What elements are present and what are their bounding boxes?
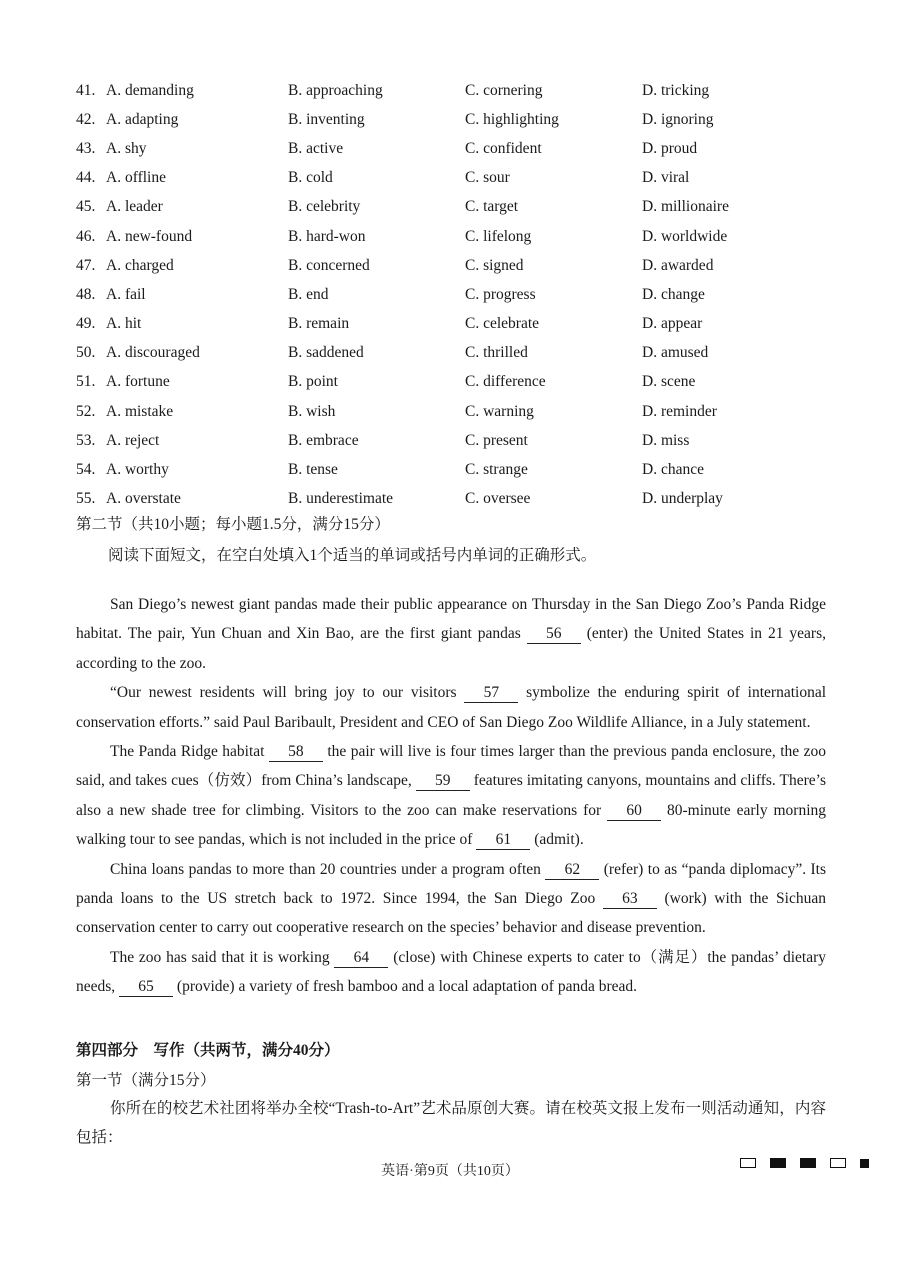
- option-text: B. concerned: [288, 256, 370, 274]
- question-number: 53.: [76, 431, 96, 449]
- scan-marks: [740, 1158, 869, 1168]
- option-c[interactable]: [465, 82, 642, 100]
- option-text: A. leader: [106, 198, 163, 216]
- solid-mark-icon: [770, 1158, 786, 1168]
- option-row: [76, 485, 836, 514]
- option-a[interactable]: [76, 111, 288, 129]
- option-d[interactable]: [642, 373, 832, 391]
- option-b[interactable]: [288, 198, 465, 216]
- option-a[interactable]: [76, 257, 288, 275]
- option-text: D. appear: [642, 315, 703, 333]
- blank-59[interactable]: 59: [416, 772, 470, 791]
- option-text: A. overstate: [106, 490, 181, 508]
- options-list: [76, 76, 836, 514]
- blank-58[interactable]: 58: [269, 743, 323, 762]
- option-d[interactable]: [642, 140, 832, 158]
- option-b[interactable]: [288, 169, 465, 187]
- option-text: C. strange: [465, 461, 528, 479]
- blank-60[interactable]: 60: [607, 802, 661, 821]
- option-text: B. remain: [288, 315, 350, 333]
- option-b[interactable]: [288, 344, 465, 362]
- option-d[interactable]: [642, 257, 832, 275]
- option-text: D. viral: [642, 169, 690, 187]
- option-row: [76, 339, 836, 368]
- option-b[interactable]: [288, 461, 465, 479]
- option-text: B. celebrity: [288, 198, 361, 216]
- part-4-heading: 第四部分 写作（共两节，满分40分）: [76, 1042, 340, 1059]
- option-text: B. wish: [288, 402, 336, 420]
- option-text: D. tricking: [642, 81, 710, 99]
- option-c[interactable]: [465, 228, 642, 246]
- question-number: 44.: [76, 169, 96, 187]
- option-row: [76, 280, 836, 309]
- hollow-mark-icon: [830, 1158, 846, 1168]
- option-b[interactable]: [288, 315, 465, 333]
- option-text: A. hit: [106, 315, 142, 333]
- blank-61[interactable]: 61: [476, 831, 530, 850]
- option-text: A. fail: [106, 285, 146, 303]
- option-text: B. underestimate: [288, 490, 394, 508]
- option-text: B. point: [288, 373, 338, 391]
- section-2-instruction: 阅读下面短文，在空白处填入1个适当的单词或括号内单词的正确形式。: [108, 547, 597, 564]
- option-text: A. charged: [106, 256, 174, 274]
- option-c[interactable]: [465, 169, 642, 187]
- option-c[interactable]: [465, 257, 642, 275]
- option-a[interactable]: [76, 432, 288, 450]
- passage-paragraph: The Panda Ridge habitat 58 the pair will live is four times larger than the previous panda enclosure, the zoo said, and takes cues（仿效）from China’s landscape, 59 features imitating canyons, mountains and cliffs. There’s also a new shade tree for climbing. Visitors to the zoo can make reservations for 60 80-minute early morning walking tour to see pandas, which is not included in the price of 61 (admit).: [76, 743, 826, 849]
- passage: [76, 590, 826, 1002]
- option-row: [76, 134, 836, 163]
- option-text: D. worldwide: [642, 227, 728, 245]
- option-text: B. end: [288, 285, 329, 303]
- option-d[interactable]: [642, 111, 832, 129]
- option-d[interactable]: [642, 344, 832, 362]
- question-number: 42.: [76, 110, 96, 128]
- option-text: D. scene: [642, 373, 696, 391]
- option-a[interactable]: [76, 82, 288, 100]
- option-d[interactable]: [642, 490, 832, 508]
- option-text: D. change: [642, 285, 705, 303]
- option-d[interactable]: [642, 169, 832, 187]
- option-text: C. highlighting: [465, 110, 559, 128]
- option-d[interactable]: [642, 286, 832, 304]
- blank-64[interactable]: 64: [334, 949, 388, 968]
- option-text: B. saddened: [288, 344, 364, 362]
- option-text: C. warning: [465, 402, 534, 420]
- option-text: A. fortune: [106, 373, 170, 391]
- option-text: C. progress: [465, 285, 536, 303]
- option-c[interactable]: [465, 315, 642, 333]
- option-d[interactable]: [642, 315, 832, 333]
- writing-prompt: [76, 1094, 826, 1153]
- option-text: B. approaching: [288, 81, 383, 99]
- option-text: D. reminder: [642, 402, 717, 420]
- option-text: C. confident: [465, 139, 542, 157]
- option-a[interactable]: [76, 198, 288, 216]
- question-number: 45.: [76, 198, 96, 216]
- option-text: A. offline: [106, 169, 166, 187]
- option-b[interactable]: [288, 82, 465, 100]
- passage-paragraph: San Diego’s newest giant pandas made their public appearance on Thursday in the San Diego Zoo’s Panda Ridge habitat. The pair, Yun Chuan and Xin Bao, are the first giant pandas 56 (enter) the United States in 21 years, according to the zoo.: [76, 596, 826, 672]
- option-a[interactable]: [76, 286, 288, 304]
- option-b[interactable]: [288, 257, 465, 275]
- solid-mark-icon: [860, 1159, 869, 1168]
- passage-paragraph: The zoo has said that it is working 64 (close) with Chinese experts to cater to（满足）the pandas’ dietary needs, 65 (provide) a variety of fresh bamboo and a local adaptation of panda bread.: [76, 948, 826, 996]
- option-row: [76, 397, 836, 426]
- option-text: C. signed: [465, 256, 524, 274]
- question-number: 41.: [76, 81, 96, 99]
- option-text: B. embrace: [288, 431, 359, 449]
- option-c[interactable]: [465, 111, 642, 129]
- option-text: A. mistake: [106, 402, 174, 420]
- option-text: C. lifelong: [465, 227, 532, 245]
- writing-prompt-text: 你所在的校艺术社团将举办全校“Trash-to-Art”艺术品原创大赛。请在校英文报上发布一则活动通知，内容包括：: [76, 1100, 826, 1147]
- option-c[interactable]: [465, 490, 642, 508]
- option-b[interactable]: [288, 140, 465, 158]
- option-row: [76, 310, 836, 339]
- option-row: [76, 222, 836, 251]
- option-b[interactable]: [288, 403, 465, 421]
- option-text: D. proud: [642, 139, 698, 157]
- option-c[interactable]: [465, 198, 642, 216]
- option-a[interactable]: [76, 490, 288, 508]
- option-text: B. inventing: [288, 110, 365, 128]
- question-number: 52.: [76, 402, 96, 420]
- question-number: 51.: [76, 373, 96, 391]
- option-c[interactable]: [465, 373, 642, 391]
- option-b[interactable]: [288, 111, 465, 129]
- blank-62[interactable]: 62: [545, 861, 599, 880]
- option-c[interactable]: [465, 344, 642, 362]
- option-row: [76, 455, 836, 484]
- option-text: C. thrilled: [465, 344, 528, 362]
- option-d[interactable]: [642, 403, 832, 421]
- blank-57[interactable]: 57: [464, 684, 518, 703]
- option-text: C. present: [465, 431, 528, 449]
- option-c[interactable]: [465, 432, 642, 450]
- option-d[interactable]: [642, 82, 832, 100]
- option-text: A. worthy: [106, 461, 169, 479]
- option-d[interactable]: [642, 198, 832, 216]
- section-2-heading: 第二节（共10小题；每小题1.5分，满分15分）: [76, 516, 390, 533]
- blank-65[interactable]: 65: [119, 978, 173, 997]
- question-number: 47.: [76, 256, 96, 274]
- option-a[interactable]: [76, 228, 288, 246]
- option-row: [76, 105, 836, 134]
- blank-56[interactable]: 56: [527, 625, 581, 644]
- option-row: [76, 76, 836, 105]
- option-a[interactable]: [76, 140, 288, 158]
- option-text: D. ignoring: [642, 110, 714, 128]
- option-text: A. new-found: [106, 227, 193, 245]
- option-a[interactable]: [76, 461, 288, 479]
- question-number: 43.: [76, 139, 96, 157]
- option-text: A. reject: [106, 431, 160, 449]
- option-text: B. tense: [288, 461, 338, 479]
- option-text: A. discouraged: [106, 344, 200, 362]
- passage-paragraph: China loans pandas to more than 20 countries under a program often 62 (refer) to as “panda diplomacy”. Its panda loans to the US stretch back to 1972. Since 1994, the San Diego Zoo 63 (work) with the Sichuan conservation center to carry out cooperative research on the species’ behavior and disease prevention.: [76, 860, 827, 937]
- option-text: A. demanding: [106, 81, 194, 99]
- question-number: 46.: [76, 227, 96, 245]
- option-b[interactable]: [288, 432, 465, 450]
- option-row: [76, 426, 836, 455]
- option-text: D. amused: [642, 344, 709, 362]
- option-text: C. target: [465, 198, 519, 216]
- option-text: D. chance: [642, 461, 704, 479]
- page-footer: 英语·第9页（共10页）: [381, 1164, 519, 1179]
- question-number: 49.: [76, 315, 96, 333]
- option-a[interactable]: [76, 373, 288, 391]
- option-row: [76, 368, 836, 397]
- option-a[interactable]: [76, 344, 288, 362]
- option-a[interactable]: [76, 403, 288, 421]
- blank-63[interactable]: 63: [603, 890, 657, 909]
- passage-paragraph: “Our newest residents will bring joy to our visitors 57 symbolize the enduring spirit of international conservation efforts.” said Paul Baribault, President and CEO of San Diego Zoo Wildlife Alliance, in a July statement.: [76, 684, 827, 731]
- option-b[interactable]: [288, 373, 465, 391]
- option-d[interactable]: [642, 228, 832, 246]
- question-number: 48.: [76, 285, 96, 303]
- option-text: A. shy: [106, 139, 147, 157]
- option-b[interactable]: [288, 286, 465, 304]
- option-b[interactable]: [288, 228, 465, 246]
- option-text: C. cornering: [465, 81, 543, 99]
- option-text: D. miss: [642, 431, 690, 449]
- part-4-subheading: 第一节（满分15分）: [76, 1072, 216, 1089]
- option-a[interactable]: [76, 315, 288, 333]
- question-number: 50.: [76, 344, 96, 362]
- question-number: 54.: [76, 461, 96, 479]
- option-c[interactable]: [465, 403, 642, 421]
- option-text: C. oversee: [465, 490, 531, 508]
- solid-mark-icon: [800, 1158, 816, 1168]
- option-text: B. active: [288, 139, 344, 157]
- option-text: D. awarded: [642, 256, 714, 274]
- option-c[interactable]: [465, 140, 642, 158]
- option-c[interactable]: [465, 461, 642, 479]
- option-row: [76, 193, 836, 222]
- option-text: A. adapting: [106, 110, 179, 128]
- option-text: C. celebrate: [465, 315, 540, 333]
- option-text: D. underplay: [642, 490, 723, 508]
- option-text: C. difference: [465, 373, 546, 391]
- option-d[interactable]: [642, 432, 832, 450]
- option-text: B. hard-won: [288, 227, 366, 245]
- option-c[interactable]: [465, 286, 642, 304]
- hollow-mark-icon: [740, 1158, 756, 1168]
- option-text: B. cold: [288, 169, 333, 187]
- option-b[interactable]: [288, 490, 465, 508]
- option-row: [76, 164, 836, 193]
- option-text: D. millionaire: [642, 198, 729, 216]
- option-d[interactable]: [642, 461, 832, 479]
- question-number: 55.: [76, 490, 96, 508]
- option-row: [76, 251, 836, 280]
- option-a[interactable]: [76, 169, 288, 187]
- option-text: C. sour: [465, 169, 510, 187]
